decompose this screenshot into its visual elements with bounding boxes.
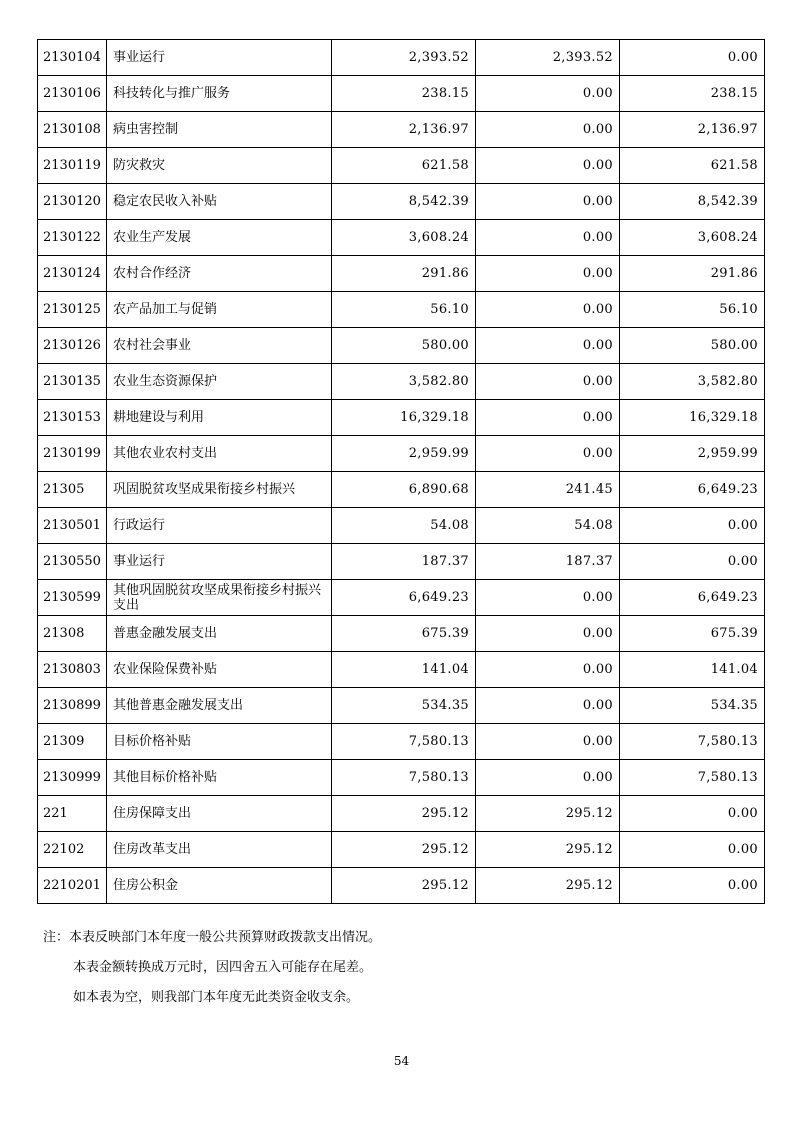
subject-name-cell — [107, 364, 332, 400]
subject-code-cell-text: 22102 — [43, 842, 85, 857]
project-expenditure-cell-text: 16,329.18 — [689, 410, 758, 425]
total-amount-cell — [332, 436, 476, 472]
subject-code-cell-text: 21305 — [43, 482, 85, 497]
basic-expenditure-cell-text: 0.00 — [582, 122, 613, 137]
total-amount-cell-text: 2,959.99 — [408, 446, 469, 461]
subject-code-cell — [38, 544, 107, 580]
total-amount-cell — [332, 616, 476, 652]
project-expenditure-cell — [620, 40, 765, 76]
table-row — [38, 796, 765, 832]
basic-expenditure-cell-text: 0.00 — [582, 662, 613, 677]
basic-expenditure-cell — [476, 112, 620, 148]
subject-code-cell — [38, 688, 107, 724]
table-row — [38, 652, 765, 688]
subject-name-cell-text: 防灾救灾 — [113, 158, 166, 173]
basic-expenditure-cell-text: 0.00 — [582, 590, 613, 605]
project-expenditure-cell — [620, 832, 765, 868]
subject-code-cell-text: 2130899 — [43, 698, 101, 713]
subject-code-cell-text: 2130803 — [43, 662, 101, 677]
subject-code-cell-text: 2130199 — [43, 446, 101, 461]
basic-expenditure-cell-text: 295.12 — [565, 842, 613, 857]
total-amount-cell — [332, 868, 476, 904]
basic-expenditure-cell-text: 187.37 — [565, 554, 613, 569]
basic-expenditure-cell — [476, 796, 620, 832]
subject-name-cell — [107, 472, 332, 508]
table-row — [38, 724, 765, 760]
total-amount-cell-text: 2,393.52 — [408, 50, 469, 65]
project-expenditure-cell-text: 238.15 — [710, 86, 758, 101]
project-expenditure-cell — [620, 652, 765, 688]
total-amount-cell — [332, 40, 476, 76]
subject-name-cell — [107, 508, 332, 544]
subject-name-cell — [107, 832, 332, 868]
subject-name-cell-text: 目标价格补贴 — [113, 734, 192, 749]
basic-expenditure-cell-text: 0.00 — [582, 194, 613, 209]
subject-code-cell-text: 2130119 — [43, 158, 101, 173]
basic-expenditure-cell-text: 0.00 — [582, 230, 613, 245]
basic-expenditure-cell — [476, 148, 620, 184]
subject-code-cell — [38, 436, 107, 472]
total-amount-cell — [332, 76, 476, 112]
basic-expenditure-cell — [476, 868, 620, 904]
total-amount-cell-text: 534.35 — [421, 698, 469, 713]
table-row — [38, 760, 765, 796]
subject-code-cell-text: 2130501 — [43, 518, 101, 533]
project-expenditure-cell-text: 0.00 — [727, 806, 758, 821]
basic-expenditure-cell-text: 0.00 — [582, 302, 613, 317]
table-row — [38, 580, 765, 616]
subject-code-cell — [38, 40, 107, 76]
total-amount-cell-text: 295.12 — [421, 842, 469, 857]
subject-name-cell — [107, 184, 332, 220]
project-expenditure-cell-text: 6,649.23 — [697, 590, 758, 605]
project-expenditure-cell — [620, 184, 765, 220]
basic-expenditure-cell-text: 0.00 — [582, 698, 613, 713]
expenditure-table — [37, 39, 765, 904]
basic-expenditure-cell — [476, 688, 620, 724]
table-row — [38, 256, 765, 292]
subject-code-cell-text: 2130122 — [43, 230, 101, 245]
total-amount-cell-text: 675.39 — [421, 626, 469, 641]
subject-name-cell — [107, 544, 332, 580]
project-expenditure-cell-text: 291.86 — [710, 266, 758, 281]
subject-name-cell-text: 农产品加工与促销 — [113, 302, 218, 317]
note-line-3: 如本表为空，则我部门本年度无此类资金收支余。 — [73, 990, 360, 1005]
table-row — [38, 220, 765, 256]
subject-code-cell-text: 221 — [43, 806, 68, 821]
subject-code-cell — [38, 796, 107, 832]
table-row — [38, 472, 765, 508]
total-amount-cell — [332, 832, 476, 868]
subject-name-cell — [107, 616, 332, 652]
subject-code-cell-text: 2130999 — [43, 770, 101, 785]
total-amount-cell — [332, 220, 476, 256]
subject-name-cell-text: 住房改革支出 — [113, 842, 192, 857]
subject-code-cell — [38, 616, 107, 652]
total-amount-cell — [332, 544, 476, 580]
total-amount-cell-text: 7,580.13 — [408, 770, 469, 785]
basic-expenditure-cell — [476, 328, 620, 364]
subject-code-cell — [38, 256, 107, 292]
subject-code-cell-text: 2130108 — [43, 122, 101, 137]
project-expenditure-cell — [620, 220, 765, 256]
subject-code-cell — [38, 472, 107, 508]
project-expenditure-cell-text: 675.39 — [710, 626, 758, 641]
subject-name-cell-text: 住房保障支出 — [113, 806, 192, 821]
total-amount-cell-text: 56.10 — [430, 302, 469, 317]
table-row — [38, 148, 765, 184]
total-amount-cell — [332, 400, 476, 436]
project-expenditure-cell-text: 8,542.39 — [697, 194, 758, 209]
table-row — [38, 112, 765, 148]
total-amount-cell-text: 3,582.80 — [408, 374, 469, 389]
subject-code-cell — [38, 184, 107, 220]
basic-expenditure-cell — [476, 472, 620, 508]
subject-name-cell-text: 其他农业农村支出 — [113, 446, 218, 461]
subject-code-cell-text: 2130104 — [43, 50, 101, 65]
basic-expenditure-cell — [476, 364, 620, 400]
basic-expenditure-cell-text: 0.00 — [582, 446, 613, 461]
subject-name-cell-text: 科技转化与推广服务 — [113, 86, 231, 101]
subject-name-cell-text: 农业保险保费补贴 — [113, 662, 218, 677]
project-expenditure-cell — [620, 364, 765, 400]
total-amount-cell-text: 2,136.97 — [408, 122, 469, 137]
subject-code-cell-text: 21308 — [43, 626, 85, 641]
project-expenditure-cell — [620, 76, 765, 112]
total-amount-cell-text: 6,649.23 — [408, 590, 469, 605]
note-line-2: 本表金额转换成万元时，因四舍五入可能存在尾差。 — [73, 960, 373, 975]
subject-name-cell — [107, 256, 332, 292]
subject-name-cell-text: 普惠金融发展支出 — [113, 626, 218, 641]
subject-name-cell — [107, 796, 332, 832]
total-amount-cell-text: 291.86 — [421, 266, 469, 281]
table-row — [38, 292, 765, 328]
subject-code-cell — [38, 832, 107, 868]
subject-name-cell — [107, 76, 332, 112]
table-row — [38, 832, 765, 868]
project-expenditure-cell — [620, 112, 765, 148]
total-amount-cell-text: 54.08 — [430, 518, 469, 533]
basic-expenditure-cell — [476, 400, 620, 436]
basic-expenditure-cell — [476, 616, 620, 652]
project-expenditure-cell — [620, 400, 765, 436]
total-amount-cell — [332, 652, 476, 688]
project-expenditure-cell — [620, 256, 765, 292]
basic-expenditure-cell — [476, 760, 620, 796]
subject-name-cell-text: 农业生产发展 — [113, 230, 192, 245]
subject-code-cell-text: 2130153 — [43, 410, 101, 425]
project-expenditure-cell-text: 141.04 — [710, 662, 758, 677]
basic-expenditure-cell-text: 0.00 — [582, 626, 613, 641]
basic-expenditure-cell-text: 295.12 — [565, 878, 613, 893]
project-expenditure-cell — [620, 760, 765, 796]
subject-code-cell-text: 2130599 — [43, 590, 101, 605]
project-expenditure-cell — [620, 472, 765, 508]
project-expenditure-cell-text: 6,649.23 — [697, 482, 758, 497]
subject-code-cell-text: 21309 — [43, 734, 85, 749]
basic-expenditure-cell — [476, 724, 620, 760]
project-expenditure-cell-text: 0.00 — [727, 878, 758, 893]
total-amount-cell — [332, 688, 476, 724]
project-expenditure-cell-text: 2,959.99 — [697, 446, 758, 461]
subject-code-cell — [38, 580, 107, 616]
project-expenditure-cell-text: 621.58 — [710, 158, 758, 173]
subject-code-cell-text: 2130126 — [43, 338, 101, 353]
project-expenditure-cell — [620, 868, 765, 904]
total-amount-cell — [332, 580, 476, 616]
project-expenditure-cell-text: 7,580.13 — [697, 770, 758, 785]
table-row — [38, 184, 765, 220]
project-expenditure-cell-text: 56.10 — [719, 302, 758, 317]
basic-expenditure-cell — [476, 256, 620, 292]
subject-code-cell — [38, 508, 107, 544]
basic-expenditure-cell-text: 0.00 — [582, 770, 613, 785]
total-amount-cell — [332, 724, 476, 760]
project-expenditure-cell — [620, 688, 765, 724]
total-amount-cell — [332, 184, 476, 220]
subject-code-cell-text: 2210201 — [43, 878, 101, 893]
total-amount-cell — [332, 508, 476, 544]
total-amount-cell — [332, 328, 476, 364]
subject-name-cell — [107, 220, 332, 256]
project-expenditure-cell — [620, 328, 765, 364]
subject-name-cell — [107, 760, 332, 796]
subject-name-cell — [107, 112, 332, 148]
total-amount-cell-text: 3,608.24 — [408, 230, 469, 245]
subject-code-cell — [38, 292, 107, 328]
expenditure-table-body — [38, 40, 765, 904]
basic-expenditure-cell — [476, 436, 620, 472]
subject-name-cell-text: 行政运行 — [113, 518, 166, 533]
total-amount-cell-text: 238.15 — [421, 86, 469, 101]
project-expenditure-cell — [620, 724, 765, 760]
table-row — [38, 616, 765, 652]
subject-name-cell-text: 事业运行 — [113, 554, 166, 569]
total-amount-cell — [332, 148, 476, 184]
table-row — [38, 76, 765, 112]
subject-name-cell-text: 事业运行 — [113, 50, 166, 65]
project-expenditure-cell-text: 0.00 — [727, 518, 758, 533]
total-amount-cell — [332, 364, 476, 400]
subject-name-cell — [107, 400, 332, 436]
total-amount-cell-text: 187.37 — [421, 554, 469, 569]
subject-name-cell — [107, 652, 332, 688]
basic-expenditure-cell-text: 0.00 — [582, 266, 613, 281]
basic-expenditure-cell-text: 54.08 — [574, 518, 613, 533]
project-expenditure-cell — [620, 616, 765, 652]
total-amount-cell-text: 580.00 — [421, 338, 469, 353]
subject-name-cell — [107, 688, 332, 724]
total-amount-cell-text: 7,580.13 — [408, 734, 469, 749]
project-expenditure-cell-text: 0.00 — [727, 50, 758, 65]
project-expenditure-cell — [620, 796, 765, 832]
subject-code-cell-text: 2130125 — [43, 302, 101, 317]
basic-expenditure-cell-text: 0.00 — [582, 338, 613, 353]
project-expenditure-cell — [620, 580, 765, 616]
basic-expenditure-cell — [476, 40, 620, 76]
subject-code-cell — [38, 760, 107, 796]
subject-name-cell — [107, 40, 332, 76]
project-expenditure-cell-text: 0.00 — [727, 554, 758, 569]
subject-name-cell — [107, 868, 332, 904]
subject-code-cell-text: 2130135 — [43, 374, 101, 389]
subject-name-cell-text: 耕地建设与利用 — [113, 410, 205, 425]
total-amount-cell-text: 8,542.39 — [408, 194, 469, 209]
total-amount-cell — [332, 472, 476, 508]
total-amount-cell — [332, 256, 476, 292]
table-row — [38, 40, 765, 76]
subject-name-cell — [107, 328, 332, 364]
subject-code-cell — [38, 76, 107, 112]
subject-name-cell-text: 其他目标价格补贴 — [113, 770, 218, 785]
table-row — [38, 436, 765, 472]
subject-code-cell — [38, 364, 107, 400]
subject-code-cell — [38, 400, 107, 436]
total-amount-cell — [332, 760, 476, 796]
basic-expenditure-cell-text: 295.12 — [565, 806, 613, 821]
subject-name-cell — [107, 724, 332, 760]
page-number: 54 — [393, 1054, 410, 1068]
total-amount-cell-text: 295.12 — [421, 806, 469, 821]
basic-expenditure-cell — [476, 652, 620, 688]
basic-expenditure-cell — [476, 580, 620, 616]
project-expenditure-cell-text: 3,582.80 — [697, 374, 758, 389]
project-expenditure-cell-text: 534.35 — [710, 698, 758, 713]
subject-name-cell-text: 住房公积金 — [113, 878, 179, 893]
table-row — [38, 328, 765, 364]
project-expenditure-cell-text: 7,580.13 — [697, 734, 758, 749]
subject-code-cell — [38, 652, 107, 688]
project-expenditure-cell — [620, 508, 765, 544]
subject-name-cell — [107, 292, 332, 328]
project-expenditure-cell — [620, 148, 765, 184]
total-amount-cell-text: 6,890.68 — [408, 482, 469, 497]
table-row — [38, 544, 765, 580]
subject-code-cell-text: 2130124 — [43, 266, 101, 281]
basic-expenditure-cell — [476, 184, 620, 220]
basic-expenditure-cell — [476, 292, 620, 328]
table-notes — [43, 930, 381, 1020]
project-expenditure-cell-text: 3,608.24 — [697, 230, 758, 245]
table-row — [38, 400, 765, 436]
project-expenditure-cell — [620, 544, 765, 580]
basic-expenditure-cell-text: 0.00 — [582, 410, 613, 425]
basic-expenditure-cell — [476, 220, 620, 256]
subject-name-cell-text: 农村合作经济 — [113, 266, 192, 281]
basic-expenditure-cell — [476, 76, 620, 112]
project-expenditure-cell-text: 0.00 — [727, 842, 758, 857]
subject-code-cell — [38, 868, 107, 904]
basic-expenditure-cell-text: 0.00 — [582, 374, 613, 389]
subject-name-cell-text: 农业生态资源保护 — [113, 374, 218, 389]
project-expenditure-cell — [620, 436, 765, 472]
total-amount-cell-text: 16,329.18 — [400, 410, 469, 425]
total-amount-cell — [332, 292, 476, 328]
total-amount-cell-text: 141.04 — [421, 662, 469, 677]
subject-name-cell-text: 其他巩固脱贫攻坚成果衔接乡村振兴支出 — [113, 582, 322, 613]
subject-name-cell-text: 其他普惠金融发展支出 — [113, 698, 244, 713]
subject-name-cell-text: 巩固脱贫攻坚成果衔接乡村振兴 — [113, 482, 296, 497]
project-expenditure-cell-text: 2,136.97 — [697, 122, 758, 137]
subject-code-cell — [38, 112, 107, 148]
project-expenditure-cell — [620, 292, 765, 328]
basic-expenditure-cell — [476, 544, 620, 580]
table-row — [38, 364, 765, 400]
note-line-1: 注：本表反映部门本年度一般公共预算财政拨款支出情况。 — [43, 930, 382, 945]
subject-name-cell-text: 农村社会事业 — [113, 338, 192, 353]
subject-code-cell-text: 2130106 — [43, 86, 101, 101]
subject-name-cell — [107, 436, 332, 472]
subject-name-cell — [107, 580, 332, 616]
subject-code-cell — [38, 220, 107, 256]
subject-code-cell — [38, 328, 107, 364]
project-expenditure-cell-text: 580.00 — [710, 338, 758, 353]
subject-name-cell — [107, 148, 332, 184]
total-amount-cell — [332, 796, 476, 832]
table-row — [38, 868, 765, 904]
basic-expenditure-cell-text: 241.45 — [565, 482, 613, 497]
total-amount-cell-text: 295.12 — [421, 878, 469, 893]
basic-expenditure-cell-text: 0.00 — [582, 86, 613, 101]
subject-code-cell — [38, 724, 107, 760]
basic-expenditure-cell — [476, 832, 620, 868]
basic-expenditure-cell-text: 2,393.52 — [552, 50, 613, 65]
subject-code-cell — [38, 148, 107, 184]
total-amount-cell-text: 621.58 — [421, 158, 469, 173]
basic-expenditure-cell-text: 0.00 — [582, 734, 613, 749]
subject-name-cell-text: 病虫害控制 — [113, 122, 179, 137]
subject-name-cell-text: 稳定农民收入补贴 — [113, 194, 218, 209]
table-row — [38, 508, 765, 544]
subject-code-cell-text: 2130120 — [43, 194, 101, 209]
table-row — [38, 688, 765, 724]
basic-expenditure-cell-text: 0.00 — [582, 158, 613, 173]
total-amount-cell — [332, 112, 476, 148]
subject-code-cell-text: 2130550 — [43, 554, 101, 569]
basic-expenditure-cell — [476, 508, 620, 544]
